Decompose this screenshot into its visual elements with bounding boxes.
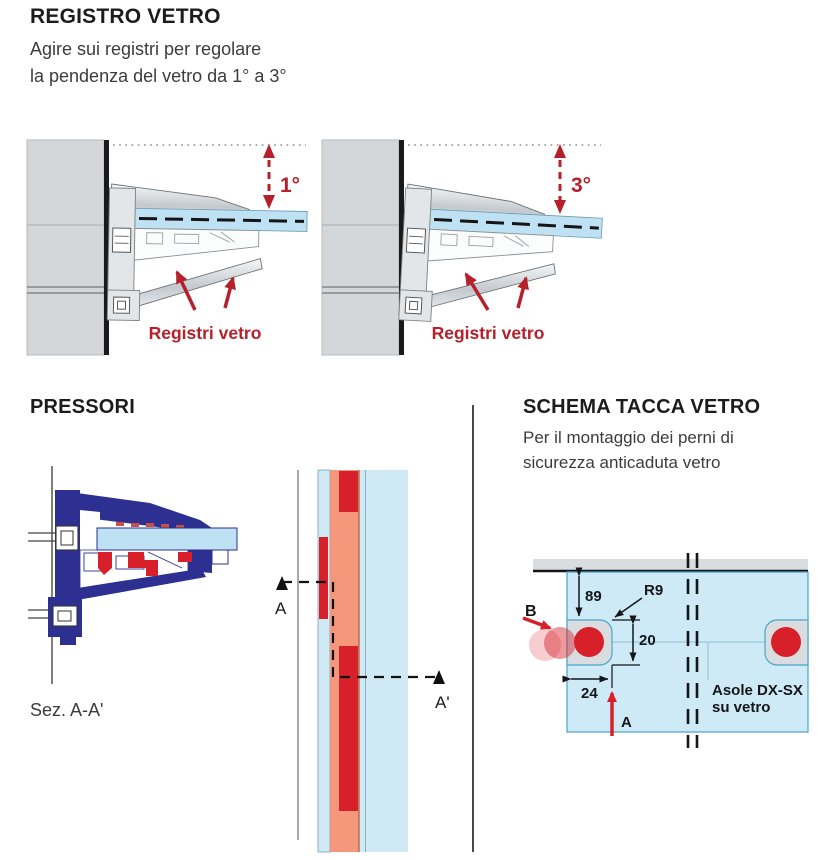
wall	[27, 140, 104, 355]
registri-caption: Registri vetro	[431, 323, 545, 343]
dim-20-label: 20	[639, 632, 656, 649]
schema-tacca-diagram	[478, 538, 840, 788]
registri-caption: Registri vetro	[148, 323, 262, 343]
angle-arrow-up-head	[554, 144, 566, 158]
glass-panel	[97, 528, 237, 550]
mount-bolt	[406, 228, 425, 253]
foot-bolt	[405, 297, 422, 314]
section-caption: Sez. A-A'	[30, 700, 104, 720]
glass-edge-strip	[318, 470, 330, 852]
cavity	[80, 510, 100, 528]
registro-diagram-1deg	[25, 132, 310, 362]
angle-label: 1°	[280, 174, 301, 197]
pressori-title: PRESSORI	[30, 396, 135, 418]
mount-bolt	[112, 228, 130, 252]
foot-bolt	[113, 297, 129, 313]
schema-subtitle-2: sicurezza anticaduta vetro	[523, 453, 721, 472]
note-line-2: su vetro	[712, 699, 771, 716]
section-divider-line	[472, 405, 474, 852]
pressor-red-block	[319, 537, 328, 619]
register-pointer-arrow	[225, 278, 233, 308]
schema-header	[523, 396, 760, 475]
wall	[322, 140, 399, 355]
pin-ghost-circle	[544, 627, 576, 659]
glass-field	[366, 470, 408, 852]
page-title: REGISTRO VETRO	[30, 5, 221, 28]
subtitle-line-1: Agire sui registri per regolare	[30, 39, 262, 59]
label-b: B	[525, 603, 537, 620]
end-cap-detail	[212, 550, 228, 564]
bracket-assembly	[399, 184, 604, 330]
section-marker-a-label: A	[275, 599, 287, 618]
section-marker-a-prime-label: A'	[435, 693, 450, 712]
foot-bolt	[53, 606, 77, 626]
dim-r9-label: R9	[644, 582, 664, 599]
angle-arrow-down-head	[263, 195, 275, 209]
angle-arrow-up-head	[263, 144, 275, 158]
header-block	[30, 5, 287, 90]
bracket-assembly	[107, 184, 307, 323]
pressor-red-block	[339, 471, 358, 512]
glass-gap-strip	[360, 470, 366, 852]
note-line-1: Asole DX-SX	[712, 682, 803, 699]
safety-pin-right	[771, 627, 801, 657]
profile-foot-tab	[60, 637, 76, 645]
safety-pin-left	[574, 627, 604, 657]
dim-89-label: 89	[585, 588, 602, 605]
bracket-mechanism	[426, 229, 554, 268]
pressor-red-block	[339, 646, 358, 811]
angle-label: 3°	[571, 174, 592, 197]
subtitle-line-2: la pendenza del vetro da 1° a 3°	[30, 66, 287, 86]
pressori-cross-section	[20, 440, 290, 730]
angle-arrow-down-head	[554, 200, 566, 214]
pressor-red-part	[178, 552, 192, 562]
registro-diagram-3deg	[320, 132, 605, 362]
support-profile-strip	[533, 559, 808, 571]
bracket-mechanism	[132, 228, 259, 262]
glass-plan-view	[270, 440, 470, 860]
label-a: A	[621, 714, 632, 731]
dim-24-label: 24	[581, 685, 598, 702]
schema-subtitle-1: Per il montaggio dei perni di	[523, 428, 734, 447]
mount-bolt	[56, 526, 78, 550]
schema-title: SCHEMA TACCA VETRO	[523, 396, 761, 418]
